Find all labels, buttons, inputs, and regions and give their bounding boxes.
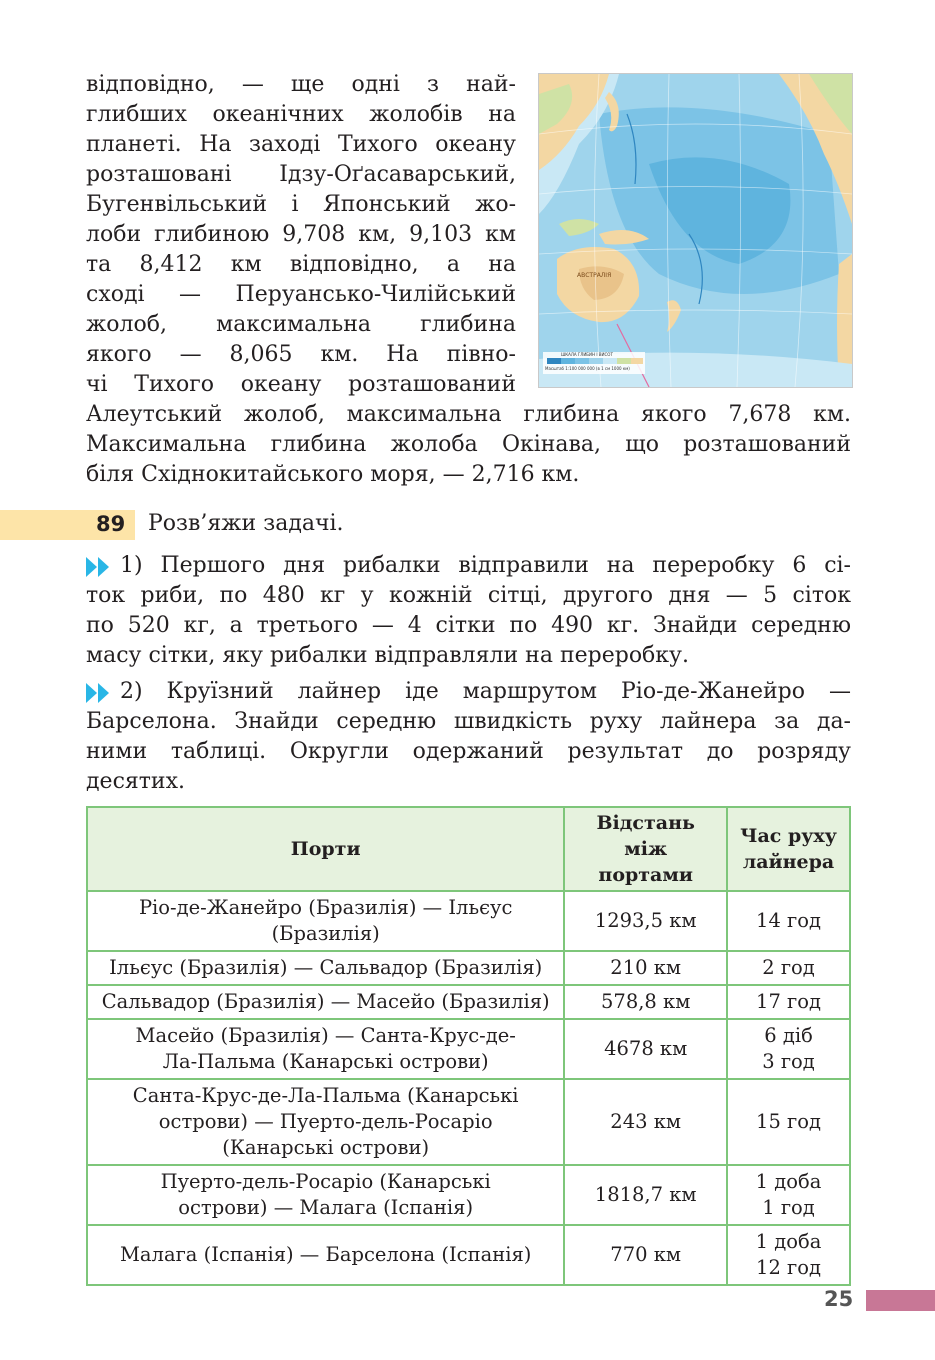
double-arrow-icon — [86, 683, 112, 703]
intro-line: Бугенвільський і Японський жо- — [86, 192, 516, 217]
problem-2-line: десятих. — [86, 769, 185, 794]
intro-line: лоби глибиною 9,708 км, 9,103 км — [86, 222, 516, 247]
page-number-bar — [866, 1290, 935, 1311]
cell-route: Малага (Іспанія) — Барселона (Іспанія) — [87, 1225, 564, 1285]
cell-time: 14 год — [727, 891, 850, 951]
map-label-australia: АВСТРАЛІЯ — [577, 272, 612, 279]
problem-1-line: по 520 кг, а третього — 4 сітки по 490 кг. Знайди середню — [86, 613, 851, 638]
problem-2-line: Барселона. Знайди середню швидкість руху лайнера за да- — [86, 709, 851, 734]
cell-route: Сальвадор (Бразилія) — Масейо (Бразилія) — [87, 985, 564, 1019]
cell-distance: 770 км — [564, 1225, 727, 1285]
intro-line: Максимальна глибина жолоба Окінава, що розташований — [86, 432, 851, 457]
cell-time: 6 діб 3 год — [727, 1019, 850, 1079]
cell-distance: 210 км — [564, 951, 727, 985]
cell-route: Масейо (Бразилія) — Санта-Крус-де-Ла-Пальма (Канарські острови) — [87, 1019, 564, 1079]
header-ports: Порти — [87, 807, 564, 891]
double-arrow-icon — [86, 557, 112, 577]
map-graphic — [539, 74, 852, 387]
intro-line: чі Тихого океану розташований — [86, 372, 516, 397]
cell-distance: 4678 км — [564, 1019, 727, 1079]
ports-table — [86, 806, 851, 1286]
header-distance: Відстань між портами — [564, 807, 727, 891]
intro-line: біля Східнокитайського моря, — 2,716 км. — [86, 462, 580, 487]
cell-distance: 578,8 км — [564, 985, 727, 1019]
table-row — [87, 1079, 850, 1165]
intro-line: планеті. На заході Тихого океану — [86, 132, 516, 157]
problem-1-line: ток риби, по 480 кг у кожній сітці, другого дня — 5 сіток — [86, 583, 851, 608]
intro-line: якого — 8,065 км. На півно- — [86, 342, 516, 367]
cell-route: Пуерто-дель-Росаріо (Канарські острови) — Малага (Іспанія) — [87, 1165, 564, 1225]
intro-line: сході — Перуансько-Чилійський — [86, 282, 516, 307]
page-number: 25 — [824, 1287, 854, 1311]
intro-line: розташовані Ідзу-Оґасаварський, — [86, 162, 516, 187]
problem-1-line: 1) Першого дня рибалки відправили на переробку 6 сі- — [120, 553, 851, 578]
task-number: 89 — [96, 512, 126, 536]
cell-time: 1 доба 12 год — [727, 1225, 850, 1285]
cell-time: 17 год — [727, 985, 850, 1019]
map-label-scale-title: ШКАЛА ГЛИБИН І ВИСОТ — [561, 352, 613, 357]
table-row — [87, 1225, 850, 1285]
table-row — [87, 1019, 850, 1079]
cell-route: Ріо-де-Жанейро (Бразилія) — Ільєус (Бразилія) — [87, 891, 564, 951]
intro-line: Алеутський жолоб, максимальна глибина якого 7,678 км. — [86, 402, 851, 427]
table-row — [87, 1165, 850, 1225]
problem-2-line: ними таблиці. Округли одержаний результат до розряду — [86, 739, 851, 764]
task-title: Розв’яжи задачі. — [148, 511, 344, 536]
cell-time: 1 доба 1 год — [727, 1165, 850, 1225]
table-row — [87, 985, 850, 1019]
table-row — [87, 891, 850, 951]
cell-route: Санта-Крус-де-Ла-Пальма (Канарські острови) — Пуерто-дель-Росаріо (Канарські острови) — [87, 1079, 564, 1165]
cell-distance: 243 км — [564, 1079, 727, 1165]
intro-line: жолоб, максимальна глибина — [86, 312, 516, 337]
problem-1-line: масу сітки, яку рибалки відправляли на переробку. — [86, 643, 689, 668]
intro-line: глибших океанічних жолобів на — [86, 102, 516, 127]
cell-time: 2 год — [727, 951, 850, 985]
table-row — [87, 951, 850, 985]
map-label-scale: Масштаб 1:100 000 000 (в 1 см 1000 км) — [545, 366, 630, 371]
cell-distance: 1293,5 км — [564, 891, 727, 951]
pacific-ocean-map — [538, 73, 853, 388]
cell-route: Ільєус (Бразилія) — Сальвадор (Бразилія) — [87, 951, 564, 985]
intro-line: відповідно, — ще одні з най- — [86, 72, 516, 97]
cell-distance: 1818,7 км — [564, 1165, 727, 1225]
intro-line: та 8,412 км відповідно, а на — [86, 252, 516, 277]
problem-2-line: 2) Круїзний лайнер іде маршрутом Ріо-де-Жанейро — — [120, 679, 851, 704]
header-time: Час руху лайнера — [727, 807, 850, 891]
cell-time: 15 год — [727, 1079, 850, 1165]
table-header-row — [87, 807, 850, 891]
